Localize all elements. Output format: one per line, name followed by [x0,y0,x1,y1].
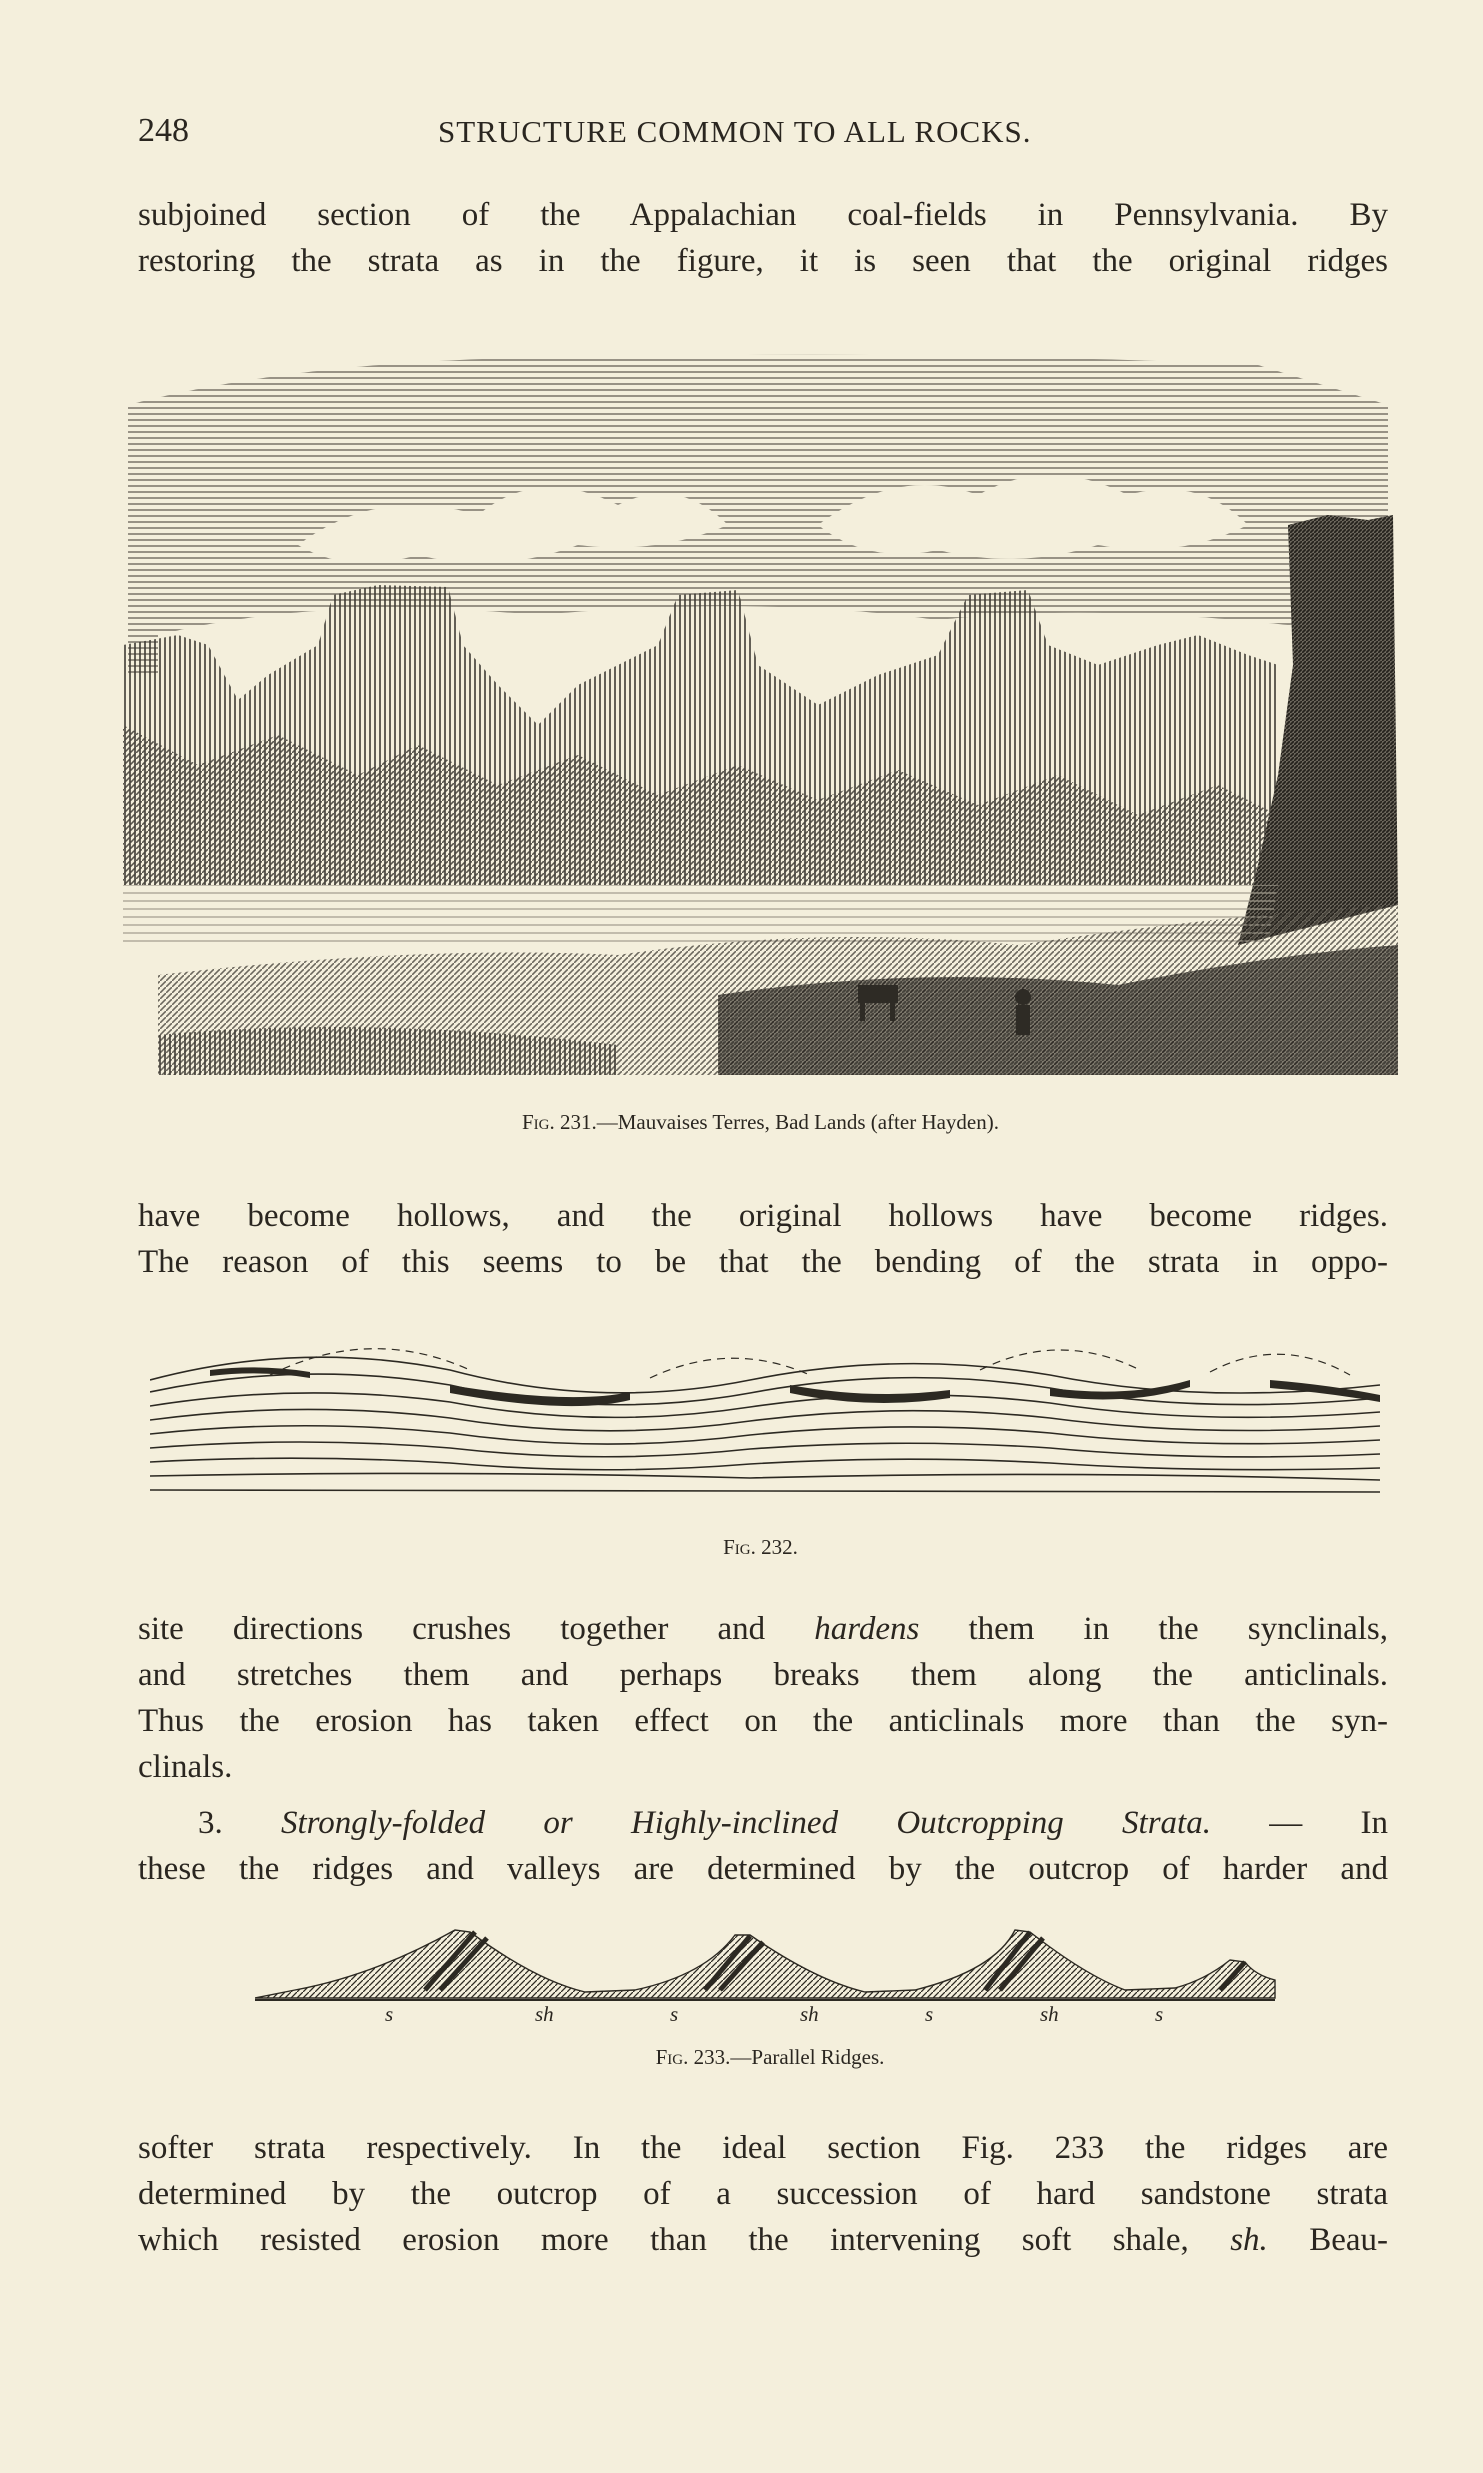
figure-232-caption [118,1535,1403,1560]
paragraph-1 [138,192,1388,284]
text-line: restoring the strata as in the figure, it is seen that the original ridges [138,243,1388,279]
figure-caption-text: 233.—Parallel Ridges. [693,2045,885,2069]
emphasis-text: sh. [1230,2222,1268,2258]
figure-label: Fig. [521,1110,555,1134]
text-line: and stretches them and perhaps breaks them along the anticlinals. [138,1657,1388,1693]
stratum-label: sh [535,2002,554,2026]
text-line: clinals. [138,1749,233,1785]
figure-caption-text: 232. [761,1535,798,1559]
stratum-label: sh [800,2002,819,2026]
figure-231-badlands-engraving [118,345,1403,1090]
paragraph-2 [138,1193,1388,1285]
figure-232-folded-strata [150,1330,1380,1520]
text-line: The reason of this seems to be that the bending of the strata in oppo- [138,1244,1388,1280]
paragraph-3 [138,1606,1388,1790]
stratum-label: s [670,2002,679,2026]
text-line [138,1800,1388,1846]
text-line: have become hollows, and the original hollows have become ridges. [138,1198,1388,1234]
paragraph-5 [138,2125,1388,2263]
figure-label: Fig. [655,2045,689,2069]
figure-label: Fig. [723,1535,756,1559]
text-run: Beau- [1267,2222,1388,2258]
text-line: determined by the outcrop of a succession of hard sandstone strata [138,2176,1388,2212]
text-line: these the ridges and valleys are determined by the outcrop of harder and [138,1851,1388,1887]
text-run: which resisted erosion more than the intervening soft shale, [138,2222,1231,2258]
page-number: 248 [138,112,189,149]
text-line [138,2217,1388,2263]
figure-233-caption [255,2045,1285,2070]
figure-caption-text: 231.—Mauvaises Terres, Bad Lands (after Hayden). [560,1110,1000,1134]
stratum-label: s [385,2002,394,2026]
figure-231-caption [118,1110,1403,1135]
text-line [138,1606,1388,1652]
text-line: subjoined section of the Appalachian coal-fields in Pennsylvania. By [138,197,1388,233]
figure-233-labels [255,2002,1285,2036]
paragraph-4 [138,1800,1388,1892]
text-line: Thus the erosion has taken effect on the anticlinals more than the syn- [138,1703,1388,1739]
text-run: site directions crushes together and [138,1611,815,1647]
stratum-label: s [1155,2002,1164,2026]
text-run: them in the synclinals, [919,1611,1388,1647]
section-number: 3. [198,1805,223,1841]
running-head: STRUCTURE COMMON TO ALL ROCKS. [438,114,1032,149]
emphasis-text: hardens [814,1611,920,1647]
stratum-label: s [925,2002,934,2026]
text-line: softer strata respectively. In the ideal section Fig. 233 the ridges are [138,2130,1388,2166]
stratum-label: sh [1040,2002,1059,2026]
text-run: — In [1210,1805,1388,1841]
page-header [138,112,1388,162]
section-heading: Strongly-folded or Highly-inclined Outcropping Strata. [281,1805,1211,1841]
